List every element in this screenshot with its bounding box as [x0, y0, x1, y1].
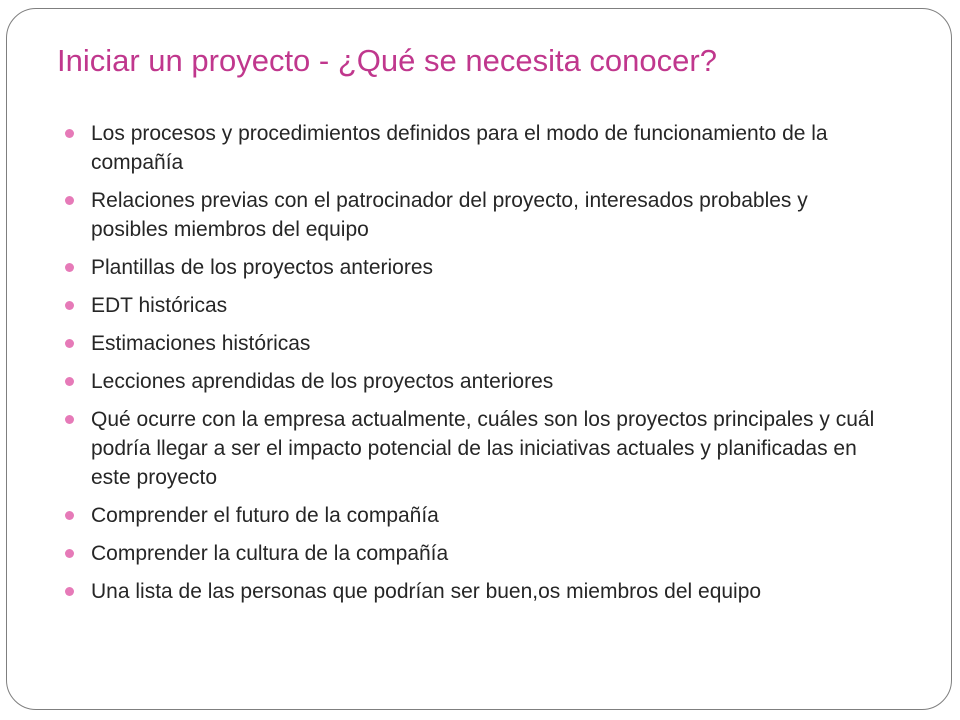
list-item — [65, 291, 885, 320]
bullet-dot-icon — [65, 263, 74, 272]
bullet-list — [65, 119, 885, 615]
bullet-dot-icon — [65, 301, 74, 310]
list-item-text: EDT históricas — [91, 294, 228, 317]
list-item — [65, 405, 885, 492]
list-item — [65, 186, 885, 244]
list-item-text: Comprender el futuro de la compañía — [91, 504, 439, 527]
bullet-dot-icon — [65, 415, 74, 424]
list-item-text: Una lista de las personas que podrían ser buen,os miembros del equipo — [91, 580, 762, 603]
list-item — [65, 501, 885, 530]
list-item — [65, 539, 885, 568]
bullet-dot-icon — [65, 339, 74, 348]
bullet-dot-icon — [65, 587, 74, 596]
bullet-dot-icon — [65, 511, 74, 520]
list-item — [65, 577, 885, 606]
list-item — [65, 119, 885, 177]
list-item-text: Comprender la cultura de la compañía — [91, 542, 449, 565]
bullet-dot-icon — [65, 196, 74, 205]
list-item-text: Plantillas de los proyectos anteriores — [91, 256, 434, 279]
list-item-text: Lecciones aprendidas de los proyectos anteriores — [91, 370, 554, 393]
list-item-text: Estimaciones históricas — [91, 332, 311, 355]
list-item — [65, 367, 885, 396]
bullet-dot-icon — [65, 129, 74, 138]
list-item-text: Relaciones previas con el patrocinador del proyecto, interesados probables y posibles miembros del equipo — [91, 189, 808, 241]
list-item — [65, 329, 885, 358]
list-item-text: Qué ocurre con la empresa actualmente, cuáles son los proyectos principales y cuál podría llegar a ser el impacto potencial de las iniciativas actuales y planificadas en este proyecto — [91, 408, 875, 489]
slide-frame — [6, 8, 952, 710]
slide-title: Iniciar un proyecto - ¿Qué se necesita conocer? — [57, 43, 717, 78]
list-item — [65, 253, 885, 282]
bullet-dot-icon — [65, 377, 74, 386]
bullet-dot-icon — [65, 549, 74, 558]
list-item-text: Los procesos y procedimientos definidos para el modo de funcionamiento de la compañía — [91, 122, 828, 174]
